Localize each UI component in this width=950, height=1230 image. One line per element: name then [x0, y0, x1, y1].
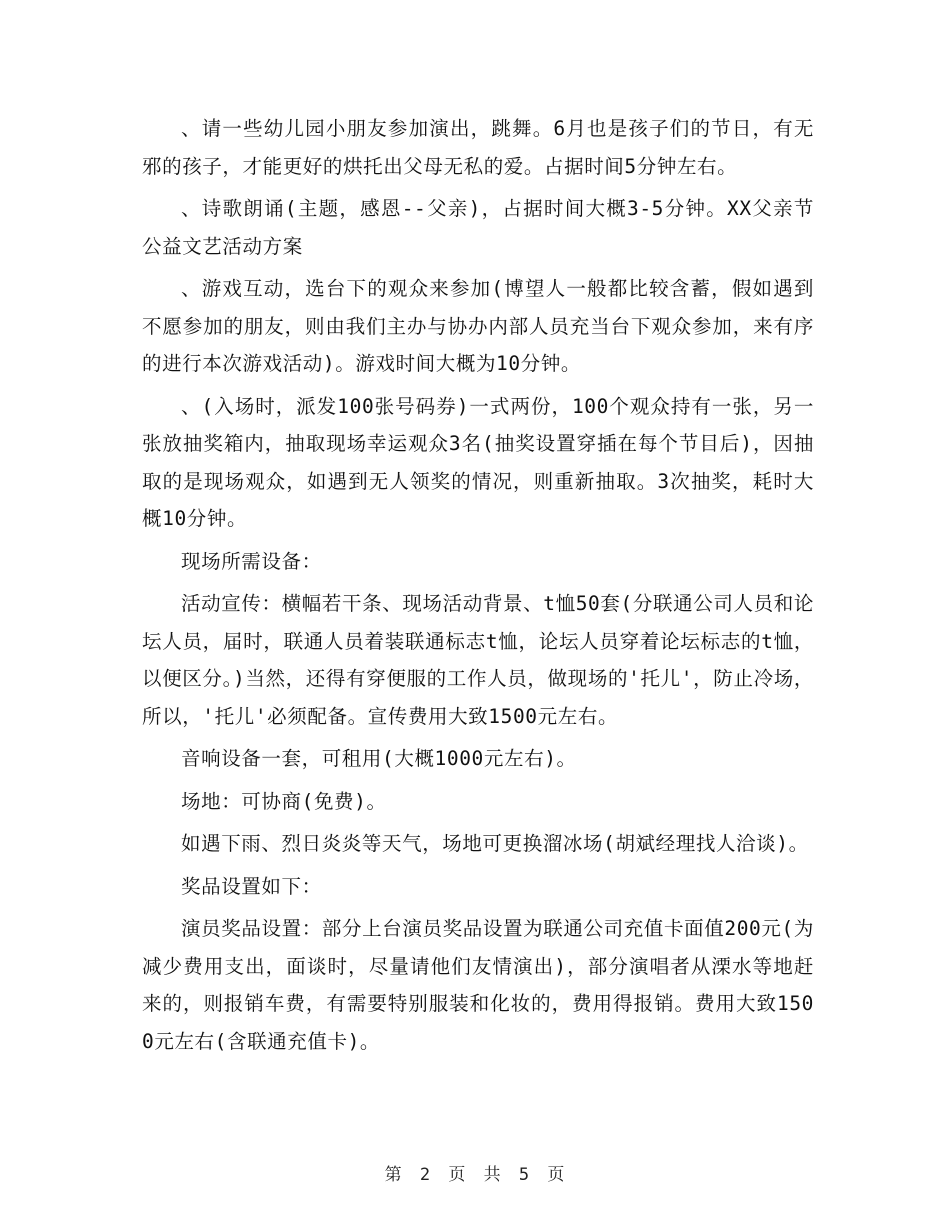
paragraph-game-interaction: 、游戏互动，选台下的观众来参加(博望人一般都比较含蓄，假如遇到不愿参加的朋友，则由我们主办与协办内部人员充当台下观众参加，来有序的进行本次游戏活动)。游戏时间大概为10分钟。 [142, 277, 814, 375]
paragraph-poetry-recital: 、诗歌朗诵(主题，感恩--父亲)，占据时间大概3-5分钟。XX父亲节公益文艺活动方案 [142, 197, 814, 258]
document-body [142, 110, 814, 1065]
paragraph-weather-backup: 如遇下雨、烈日炎炎等天气，场地可更换溜冰场(胡斌经理找人洽谈)。 [181, 832, 809, 855]
paragraph-performer-prizes: 演员奖品设置：部分上台演员奖品设置为联通公司充值卡面值200元(为减少费用支出，面谈时，尽量请他们友情演出)，部分演唱者从溧水等地赶来的，则报销车费，有需要特别服装和化妆的，费用得报销。费用大致1500元左右(含联通充值卡)。 [142, 917, 814, 1053]
paragraph-performance-children: 、请一些幼儿园小朋友参加演出，跳舞。6月也是孩子们的节日，有无邪的孩子，才能更好的烘托出父母无私的爱。占据时间5分钟左右。 [142, 117, 814, 178]
paragraph-venue: 场地：可协商(免费)。 [181, 789, 387, 813]
paragraph-audio-equipment: 音响设备一套，可租用(大概1000元左右)。 [181, 747, 577, 770]
footer-page-word: 页 [448, 1165, 467, 1185]
footer-current-page: 2 [419, 1165, 432, 1185]
footer-prefix: 第 [384, 1165, 403, 1185]
paragraph-equipment-heading: 现场所需设备： [181, 549, 322, 573]
footer-suffix: 页 [547, 1165, 566, 1185]
paragraph-prizes-heading: 奖品设置如下： [181, 874, 322, 898]
footer-total-pages: 5 [518, 1165, 531, 1185]
page-footer [0, 1160, 950, 1185]
paragraph-promotion: 活动宣传：横幅若干条、现场活动背景、t恤50套(分联通公司人员和论坛人员，届时，联通人员着装联通标志t恤，论坛人员穿着论坛标志的t恤，以便区分。)当然，还得有穿便服的工作人员，做现场的'托儿'，防止冷场，所以，'托儿'必须配备。宣传费用大致1500元左右。 [142, 592, 814, 728]
paragraph-lottery: 、(入场时，派发100张号码券)一式两份，100个观众持有一张，另一张放抽奖箱内，抽取现场幸运观众3名(抽奖设置穿插在每个节目后)，因抽取的是现场观众，如遇到无人领奖的情况，则重新抽取。3次抽奖，耗时大概10分钟。 [142, 394, 814, 530]
footer-total-word: 共 [483, 1165, 502, 1185]
